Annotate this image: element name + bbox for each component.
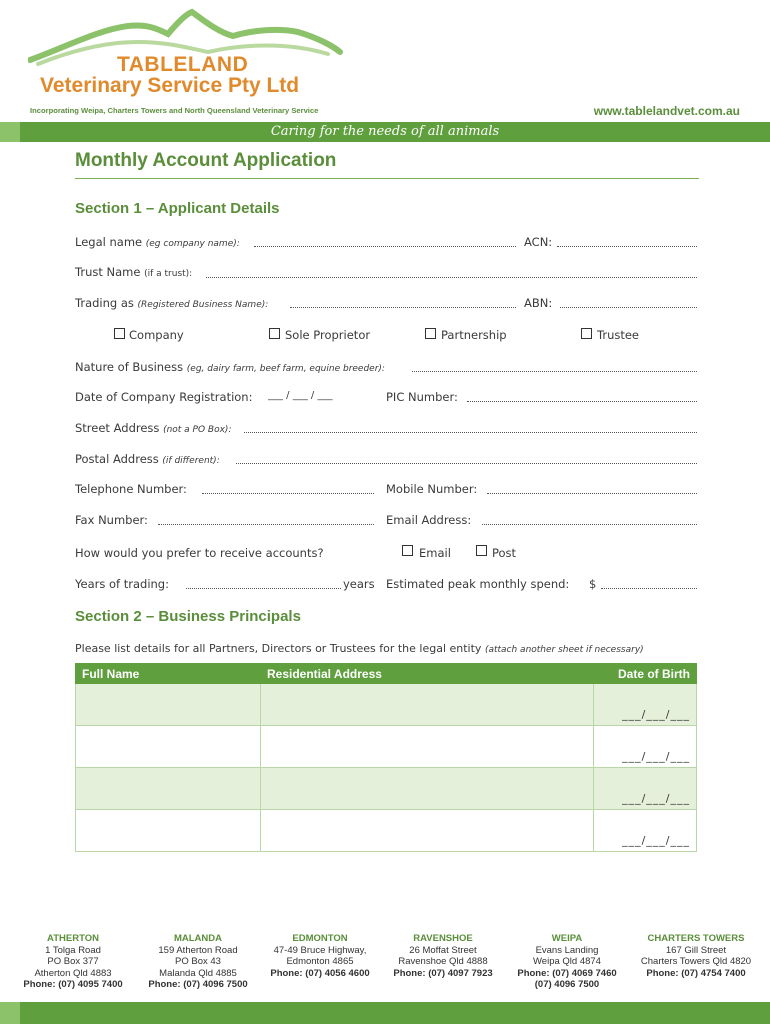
title-divider	[75, 178, 699, 179]
dob-cell[interactable]: ___/___/___	[594, 810, 697, 852]
principals-table	[75, 663, 697, 852]
office-address-line: Charters Towers Qld 4820	[640, 956, 752, 967]
pic-field[interactable]	[467, 401, 697, 402]
acn-label: ACN:	[524, 235, 553, 249]
office-address-line: 47-49 Bruce Highway,	[273, 944, 367, 956]
office-phone: Phone: (07) 4095 7400	[23, 979, 123, 990]
table-row	[76, 684, 697, 726]
email-field[interactable]	[482, 524, 697, 525]
years-label: Years of trading:	[75, 577, 169, 591]
reg-date-field[interactable]: ___ / ___ / ___	[268, 390, 333, 401]
company-checkbox[interactable]	[114, 328, 125, 339]
office-address-line: Evans Landing	[535, 944, 599, 956]
footer-bar	[0, 1002, 770, 1024]
street-label: Street Address (not a PO Box):	[75, 421, 232, 435]
table-row	[76, 726, 697, 768]
page-title: Monthly Account Application	[75, 150, 337, 171]
street-field[interactable]	[244, 432, 697, 433]
years-field[interactable]	[186, 588, 341, 589]
office-charters-towers	[632, 933, 760, 979]
office-malanda	[140, 933, 256, 991]
office-phone: Phone: (07) 4056 4600	[270, 967, 370, 979]
pic-label: PIC Number:	[386, 390, 458, 404]
office-address-line: Malanda Qld 4885	[159, 967, 237, 979]
sole-proprietor-label: Sole Proprietor	[285, 328, 371, 342]
legal-name-label: Legal name (eg company name):	[75, 235, 240, 249]
partnership-checkbox[interactable]	[425, 328, 436, 339]
office-name: CHARTERS TOWERS	[647, 933, 745, 944]
address-cell[interactable]	[261, 684, 594, 726]
office-address-line: 167 Gill Street	[665, 944, 727, 956]
office-ravenshoe	[385, 933, 501, 979]
acn-field[interactable]	[557, 246, 697, 247]
office-address-line: Atherton Qld 4883	[34, 967, 112, 979]
column-header-address: Residential Address	[261, 664, 594, 684]
brand-subtitle: Veterinary Service Pty Ltd	[40, 74, 300, 97]
office-name: RAVENSHOE	[413, 933, 473, 944]
office-phone: Phone: (07) 4754 7400	[646, 967, 746, 979]
telephone-field[interactable]	[202, 493, 374, 494]
telephone-label: Telephone Number:	[75, 482, 187, 496]
office-address-line: 26 Moffat Street	[409, 944, 477, 956]
office-address-line: PO Box 43	[175, 956, 221, 967]
tagline: Caring for the needs of all animals	[270, 124, 500, 139]
receive-post-label: Post	[492, 546, 517, 560]
receive-email-checkbox[interactable]	[402, 545, 413, 556]
email-label: Email Address:	[386, 513, 472, 527]
column-header-dob: Date of Birth	[594, 664, 697, 684]
years-suffix: years	[343, 577, 375, 591]
section2-instruction: Please list details for all Partners, Directors or Trustees for the legal entity (attach another sheet if necessary)	[75, 642, 644, 655]
table-row	[76, 768, 697, 810]
nature-label: Nature of Business (eg, dairy farm, beef farm, equine breeder):	[75, 360, 385, 374]
postal-field[interactable]	[236, 463, 697, 464]
address-cell[interactable]	[261, 810, 594, 852]
spend-currency: $	[589, 577, 597, 591]
full-name-cell[interactable]	[76, 768, 261, 810]
office-address-line: Weipa Qld 4874	[533, 956, 601, 967]
office-weipa	[509, 933, 625, 991]
legal-name-field[interactable]	[254, 246, 516, 247]
dob-cell[interactable]: ___/___/___	[594, 768, 697, 810]
office-address-line: PO Box 377	[47, 956, 99, 967]
section2-heading: Section 2 – Business Principals	[75, 608, 301, 625]
brand-name: TABLELAND	[117, 53, 249, 76]
office-name: MALANDA	[173, 933, 223, 944]
dob-cell[interactable]: ___/___/___	[594, 684, 697, 726]
address-cell[interactable]	[261, 726, 594, 768]
postal-label: Postal Address (if different):	[75, 452, 220, 466]
reg-date-label: Date of Company Registration:	[75, 390, 253, 404]
office-address-line: 159 Atherton Road	[158, 944, 238, 956]
full-name-cell[interactable]	[76, 810, 261, 852]
office-atherton	[15, 933, 131, 991]
abn-label: ABN:	[524, 296, 553, 310]
full-name-cell[interactable]	[76, 726, 261, 768]
nature-field[interactable]	[412, 371, 697, 372]
column-header-full-name: Full Name	[76, 664, 261, 684]
table-row	[76, 810, 697, 852]
trustee-checkbox[interactable]	[581, 328, 592, 339]
office-phone-secondary: (07) 4096 7500	[534, 979, 600, 990]
trading-as-field[interactable]	[290, 307, 516, 308]
trust-name-field[interactable]	[206, 277, 697, 278]
section1-heading: Section 1 – Applicant Details	[75, 200, 280, 217]
trading-as-label: Trading as (Registered Business Name):	[75, 296, 269, 310]
receive-email-label: Email	[419, 546, 451, 560]
spend-field[interactable]	[601, 588, 697, 589]
trust-name-label: Trust Name (if a trust):	[75, 265, 193, 279]
office-name: ATHERTON	[47, 933, 99, 944]
spend-label: Estimated peak monthly spend:	[386, 577, 570, 591]
receive-post-checkbox[interactable]	[476, 545, 487, 556]
address-cell[interactable]	[261, 768, 594, 810]
sole-proprietor-checkbox[interactable]	[269, 328, 280, 339]
fax-label: Fax Number:	[75, 513, 148, 527]
website-link[interactable]: www.tablelandvet.com.au	[593, 104, 740, 118]
dob-cell[interactable]: ___/___/___	[594, 726, 697, 768]
office-name: WEIPA	[551, 933, 583, 944]
footer-bar-accent	[0, 1002, 20, 1024]
office-name: EDMONTON	[292, 933, 348, 944]
office-phone: Phone: (07) 4097 7923	[393, 967, 493, 979]
abn-field[interactable]	[560, 307, 697, 308]
trustee-label: Trustee	[597, 328, 640, 342]
office-address-line: Edmonton 4865	[286, 956, 354, 967]
fax-field[interactable]	[158, 524, 374, 525]
partnership-label: Partnership	[441, 328, 507, 342]
office-phone: Phone: (07) 4096 7500	[148, 979, 248, 990]
receive-question: How would you prefer to receive accounts?	[75, 546, 324, 560]
incorporating-note: Incorporating Weipa, Charters Towers and North Queensland Veterinary Service	[30, 106, 319, 115]
table-header-row	[76, 664, 697, 684]
office-address-line: 1 Tolga Road	[45, 944, 101, 956]
full-name-cell[interactable]	[76, 684, 261, 726]
mobile-label: Mobile Number:	[386, 482, 478, 496]
company-label: Company	[129, 328, 184, 342]
office-address-line: Ravenshoe Qld 4888	[398, 956, 488, 967]
mobile-field[interactable]	[487, 493, 697, 494]
office-edmonton	[262, 933, 378, 979]
office-phone: Phone: (07) 4069 7460	[517, 967, 617, 979]
